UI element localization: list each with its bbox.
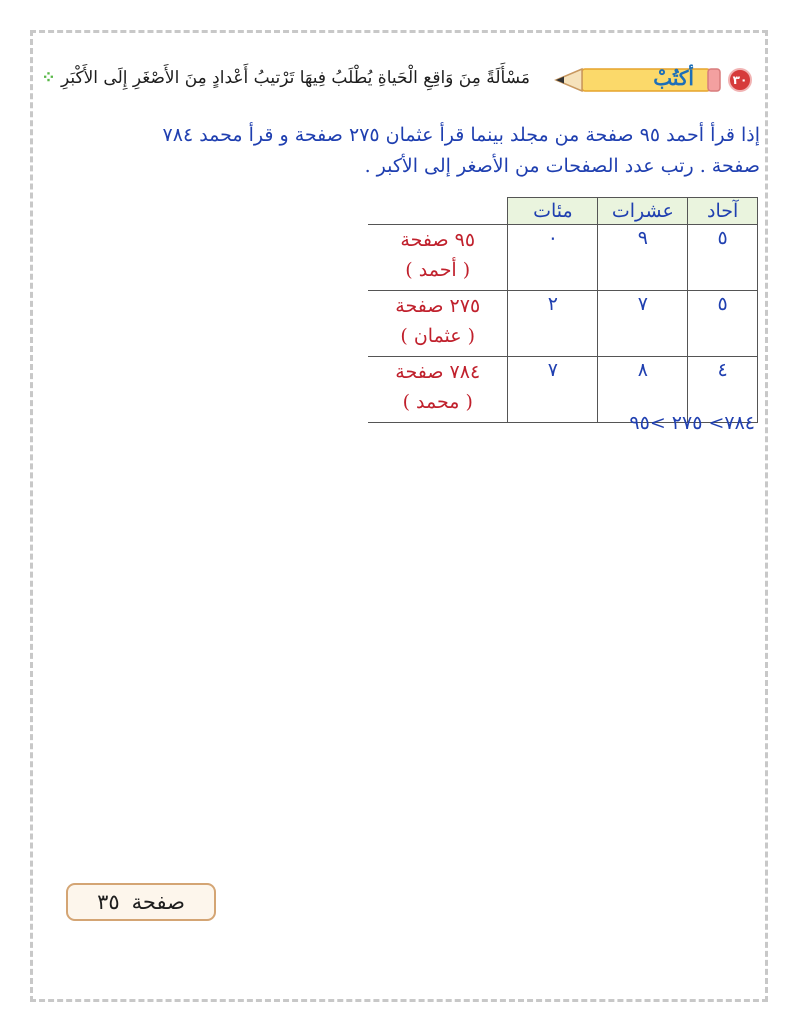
reader-name: ( محمد ) xyxy=(402,391,473,413)
page-word: صفحة xyxy=(131,890,185,914)
cell-tens: ٧ xyxy=(598,291,688,357)
cell-label xyxy=(368,225,508,291)
cell-ones: ٥ xyxy=(688,225,758,291)
cell-label xyxy=(368,291,508,357)
page-number-badge xyxy=(66,883,216,921)
table-row xyxy=(368,225,758,291)
prompt-text: مَسْأَلَةً مِنَ وَاقِعِ الْحَياةِ يُطْلَبُ فِيهَا تَرْتيبُ أَعْدادٍ مِنَ الأَصْغَرِ إِلَى الأَكْبَرِ xyxy=(60,68,530,88)
pages-label: ٢٧٥ صفحة xyxy=(395,295,481,317)
reader-name: ( أحمد ) xyxy=(405,259,471,281)
cell-hundreds: ٢ xyxy=(508,291,598,357)
question-text xyxy=(40,120,760,182)
header-prompt xyxy=(41,68,530,88)
header-tens: عشرات xyxy=(598,198,688,225)
pencil-icon xyxy=(542,65,722,95)
header-ones: آحاد xyxy=(688,198,758,225)
page-number: ٣٥ xyxy=(97,890,120,914)
table-row xyxy=(368,291,758,357)
cell-ones: ٥ xyxy=(688,291,758,357)
dots-decoration: ⁘ xyxy=(41,68,56,88)
header-hundreds: مئات xyxy=(508,198,598,225)
table-header-row xyxy=(368,198,758,225)
place-value-table xyxy=(368,197,758,423)
pages-label: ٩٥ صفحة xyxy=(400,229,476,251)
cell-ones: ٤ xyxy=(688,357,758,423)
cell-hundreds: ٠ xyxy=(508,225,598,291)
cell-label xyxy=(368,357,508,423)
reader-name: ( عثمان ) xyxy=(400,325,476,347)
cell-tens: ٨ xyxy=(598,357,688,423)
problem-number: ٣٠ xyxy=(728,68,752,92)
cell-hundreds: ٧ xyxy=(508,357,598,423)
question-line-1: إذا قرأ أحمد ٩٥ صفحة من مجلد بينما قرأ عثمان ٢٧٥ صفحة و قرأ محمد ٧٨٤ xyxy=(162,124,760,146)
ordering-answer: ٧٨٤> ٢٧٥ >٩٥ xyxy=(629,412,755,434)
header-blank xyxy=(368,198,508,225)
pages-label: ٧٨٤ صفحة xyxy=(395,361,481,383)
problem-header xyxy=(40,62,760,98)
badge-label: أكتُبْ xyxy=(653,66,694,90)
question-line-2: صفحة . رتب عدد الصفحات من الأصغر إلى الأكبر . xyxy=(364,155,760,177)
cell-tens: ٩ xyxy=(598,225,688,291)
